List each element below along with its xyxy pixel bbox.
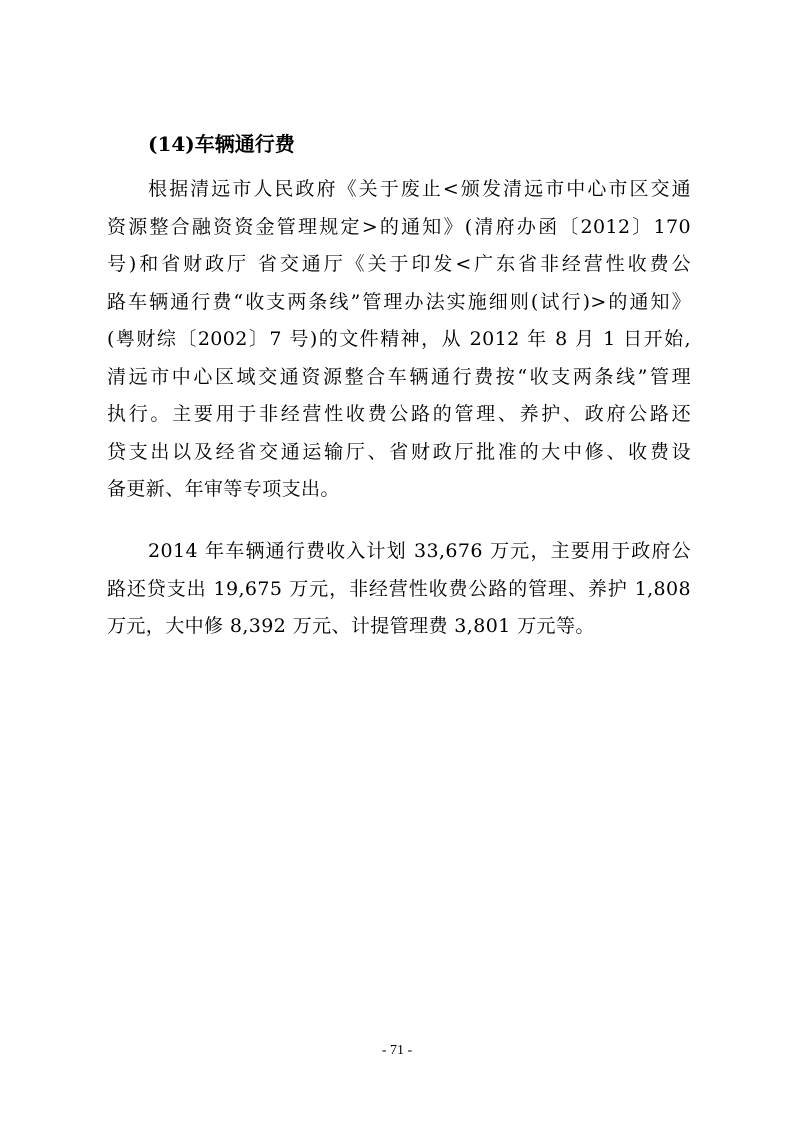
paragraph-line: 路还贷支出 19,675 万元，非经营性收费公路的管理、养护 1,808	[107, 577, 691, 600]
paragraph-toll-budget	[107, 533, 691, 646]
paragraph-line: (粤财综〔2002〕7 号)的文件精神，从 2012 年 8 月 1 日开始,	[107, 328, 691, 350]
paragraph-toll-policy	[107, 171, 691, 509]
paragraph-line: 清远市中心区域交通资源整合车辆通行费按“收支两条线”管理	[107, 365, 691, 388]
paragraph-line: 贷支出以及经省交通运输厅、省财政厅批准的大中修、收费设	[107, 440, 691, 463]
paragraph-line: 资源整合融资资金管理规定>的通知》(清府办函〔2012〕170	[107, 215, 691, 238]
section-heading: (14)车辆通行费	[148, 132, 295, 156]
paragraph-line: 根据清远市人民政府《关于废止<颁发清远市中心市区交通	[148, 178, 691, 200]
paragraph-line: 执行。主要用于非经营性收费公路的管理、养护、政府公路还	[107, 403, 691, 425]
paragraph-line: 2014 年车辆通行费收入计划 33,676 万元，主要用于政府公	[148, 540, 691, 562]
paragraph-line: 万元，大中修 8,392 万元、计提管理费 3,801 万元等。	[107, 615, 595, 637]
paragraph-line: 路车辆通行费“收支两条线”管理办法实施细则(试行)>的通知》	[107, 290, 691, 313]
paragraph-line: 号)和省财政厅 省交通厅《关于印发<广东省非经营性收费公	[107, 253, 691, 275]
paragraph-line: 备更新、年审等专项支出。	[107, 478, 340, 500]
page-number: - 71 -	[381, 1043, 413, 1058]
